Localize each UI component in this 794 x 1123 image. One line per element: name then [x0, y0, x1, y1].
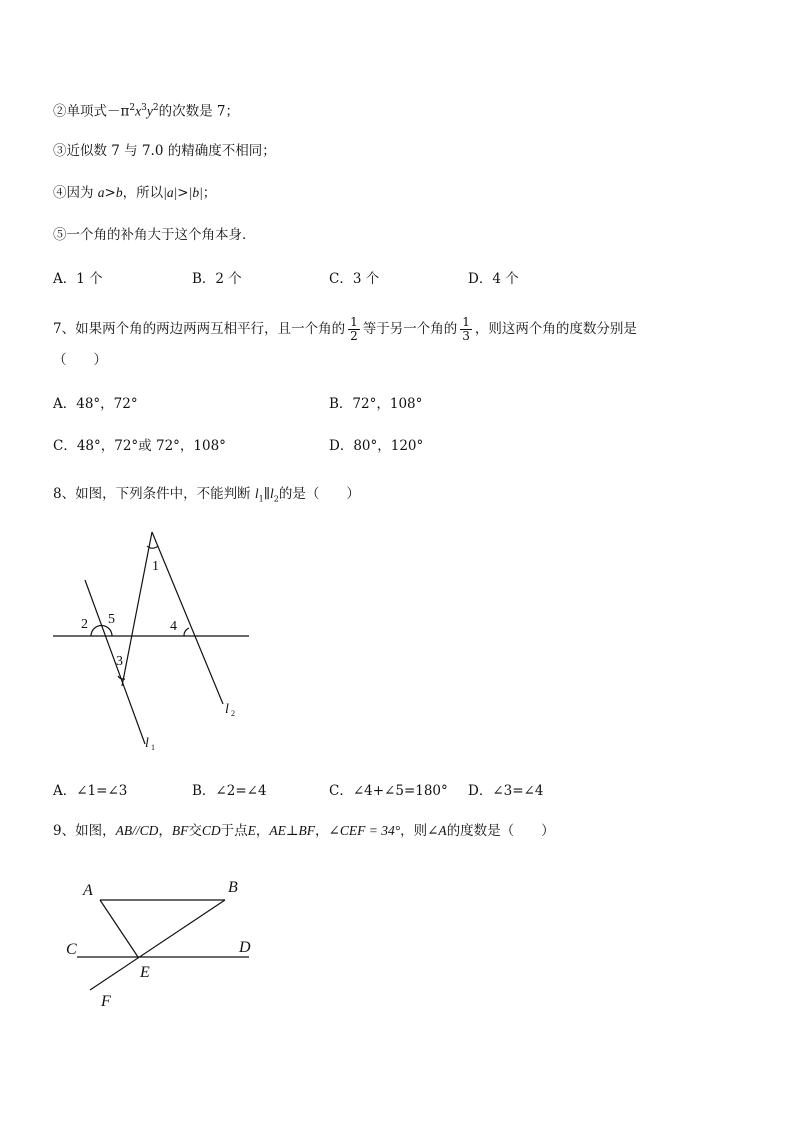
q8-label-l2-sub: 2	[231, 709, 235, 718]
q6-item-3: ③近似数 7 与 7.0 的精确度不相同；	[53, 143, 276, 159]
q9-label-d: D	[239, 939, 251, 956]
q7-fraction-half: $\frac{1}{2}$	[350, 315, 358, 343]
q8-label-angle1: 1	[152, 559, 159, 574]
q8-label-l1-sub: 1	[151, 743, 155, 752]
q8-label-angle3: 3	[116, 654, 123, 669]
q8-figure	[40, 520, 280, 760]
q8-label-angle4: 4	[170, 619, 177, 634]
q6-item-5: ⑤一个角的补角大于这个角本身．	[53, 227, 256, 243]
q6-option-b: B．2 个	[192, 271, 242, 287]
q6-option-d: D．4 个	[468, 271, 519, 287]
q6-option-c: C．3 个	[329, 271, 380, 287]
q8-angle-arc-4	[184, 628, 189, 636]
q9-label-c: C	[66, 941, 77, 958]
q8-option-c: C．∠4+∠5=180°	[329, 783, 448, 799]
q7-fraction-third: $\frac{1}{3}$	[462, 315, 470, 343]
q8-label-l1: l	[145, 736, 149, 751]
q9-label-e: E	[140, 964, 150, 981]
q9-line-bf	[90, 900, 225, 990]
q7-option-a: A．48°，72°	[53, 396, 138, 412]
q7-option-b: B．72°，108°	[329, 396, 423, 412]
q8-line-l2	[152, 532, 223, 704]
q9-label-a: A	[83, 882, 93, 899]
q8-label-angle5: 5	[108, 612, 115, 627]
q8-option-d: D．∠3=∠4	[468, 783, 544, 799]
q9-segment-ae	[100, 900, 138, 957]
q8-angle-arc-2-5	[91, 626, 112, 637]
q6-option-a: A．1 个	[53, 271, 103, 287]
q7-option-d: D．80°，120°	[329, 438, 424, 454]
q9-label-f: F	[101, 993, 111, 1010]
q9-figure	[55, 870, 275, 1020]
q6-item-4: ④因为 a>b，所以|a|>|b|；	[53, 185, 217, 201]
q8-line-l1	[85, 580, 145, 744]
q8-segment	[122, 532, 152, 686]
q8-option-a: A．∠1=∠3	[53, 783, 128, 799]
q7-stem: 7、如果两个角的两边两两互相平行，且一个角的 $\frac{1}{2}$ 等于另一个角的 $\frac{1}{3}$ ，则这两个角的度数分别是	[53, 315, 637, 343]
q8-stem: 8、如图，下列条件中，不能判断 $l_1\parallel l_2$的是（ ）	[53, 486, 360, 504]
q9-stem: 9、如图，AB//CD，BF交CD于点E，AE⊥BF，∠CEF = 34°，则∠A的度数是（ ）	[53, 823, 555, 839]
q9-label-b: B	[228, 879, 238, 896]
q8-label-angle2: 2	[81, 617, 88, 632]
q6-item-2: ②单项式$-\pi^2x^3y^2$的次数是 7；	[53, 103, 239, 120]
q8-option-b: B．∠2=∠4	[192, 783, 267, 799]
q8-label-l2: l	[225, 702, 229, 717]
q7-option-c: C．48°，72°或 72°，108°	[53, 438, 226, 454]
q7-answer-paren: （ ）	[53, 352, 107, 368]
